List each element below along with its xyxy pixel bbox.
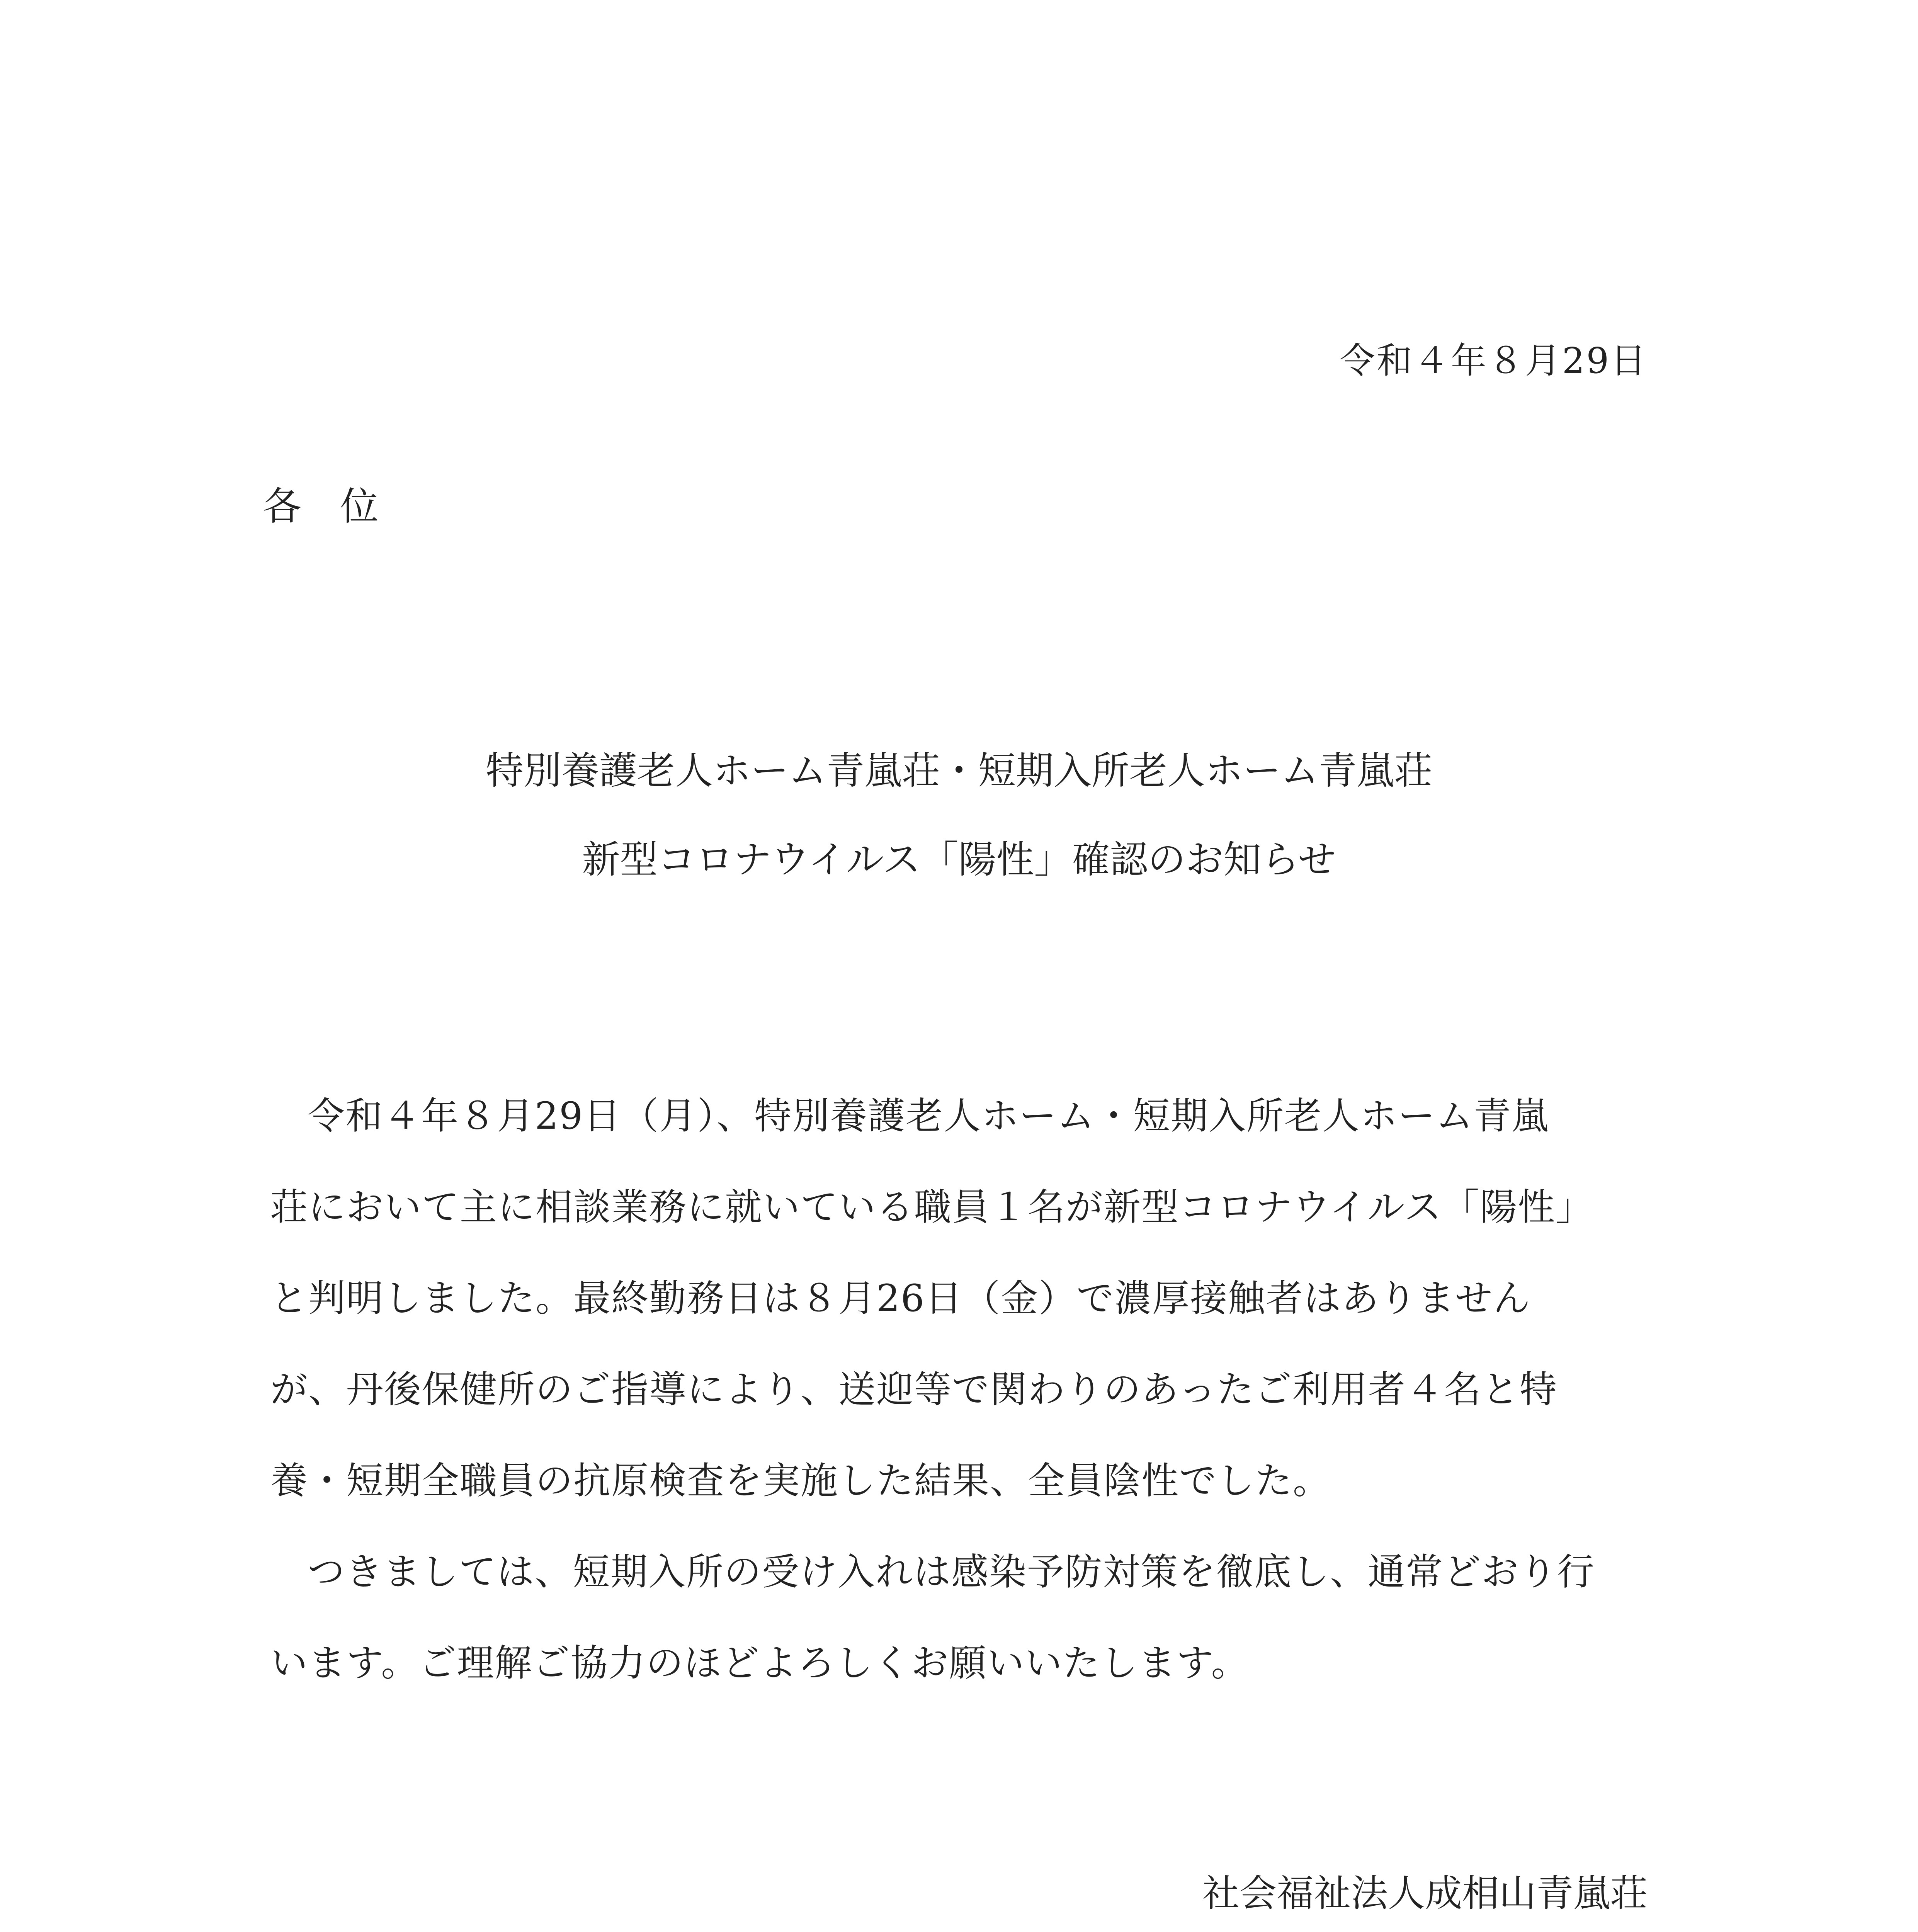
body-line: 養・短期全職員の抗原検査を実施した結果、全員陰性でした。	[270, 1459, 1331, 1502]
body-line: 荘において主に相談業務に就いている職員１名が新型コロナウイルス「陽性」	[270, 1185, 1594, 1229]
signature-organization: 社会福祉法人成相山青嵐荘	[1202, 1872, 1648, 1915]
title-line-1: 特別養護老人ホーム青嵐荘・短期入所老人ホーム青嵐荘	[485, 749, 1432, 793]
document-body	[270, 1070, 1646, 1709]
body-line: と判明しました。最終勤務日は８月26日（金）で濃厚接触者はありません	[270, 1277, 1531, 1320]
body-line: つきましては、短期入所の受け入れは感染予防対策を徹底し、通常どおり行	[308, 1550, 1595, 1594]
salutation-part-2: 位	[340, 484, 379, 529]
body-line: が、丹後保健所のご指導により、送迎等で関わりのあったご利用者４名と特	[270, 1368, 1558, 1411]
document-title	[0, 726, 1918, 904]
title-line-2: 新型コロナウイルス「陽性」確認のお知らせ	[582, 838, 1336, 882]
body-line: 令和４年８月29日（月）、特別養護老人ホーム・短期入所老人ホーム青嵐	[308, 1094, 1550, 1138]
signature-block	[1202, 1847, 1648, 1932]
salutation-part-1: 各	[263, 484, 301, 529]
document-date: 令和４年８月29日	[1339, 340, 1648, 381]
salutation	[263, 475, 379, 531]
body-line: います。ご理解ご協力のほどよろしくお願いいたします。	[270, 1641, 1249, 1685]
